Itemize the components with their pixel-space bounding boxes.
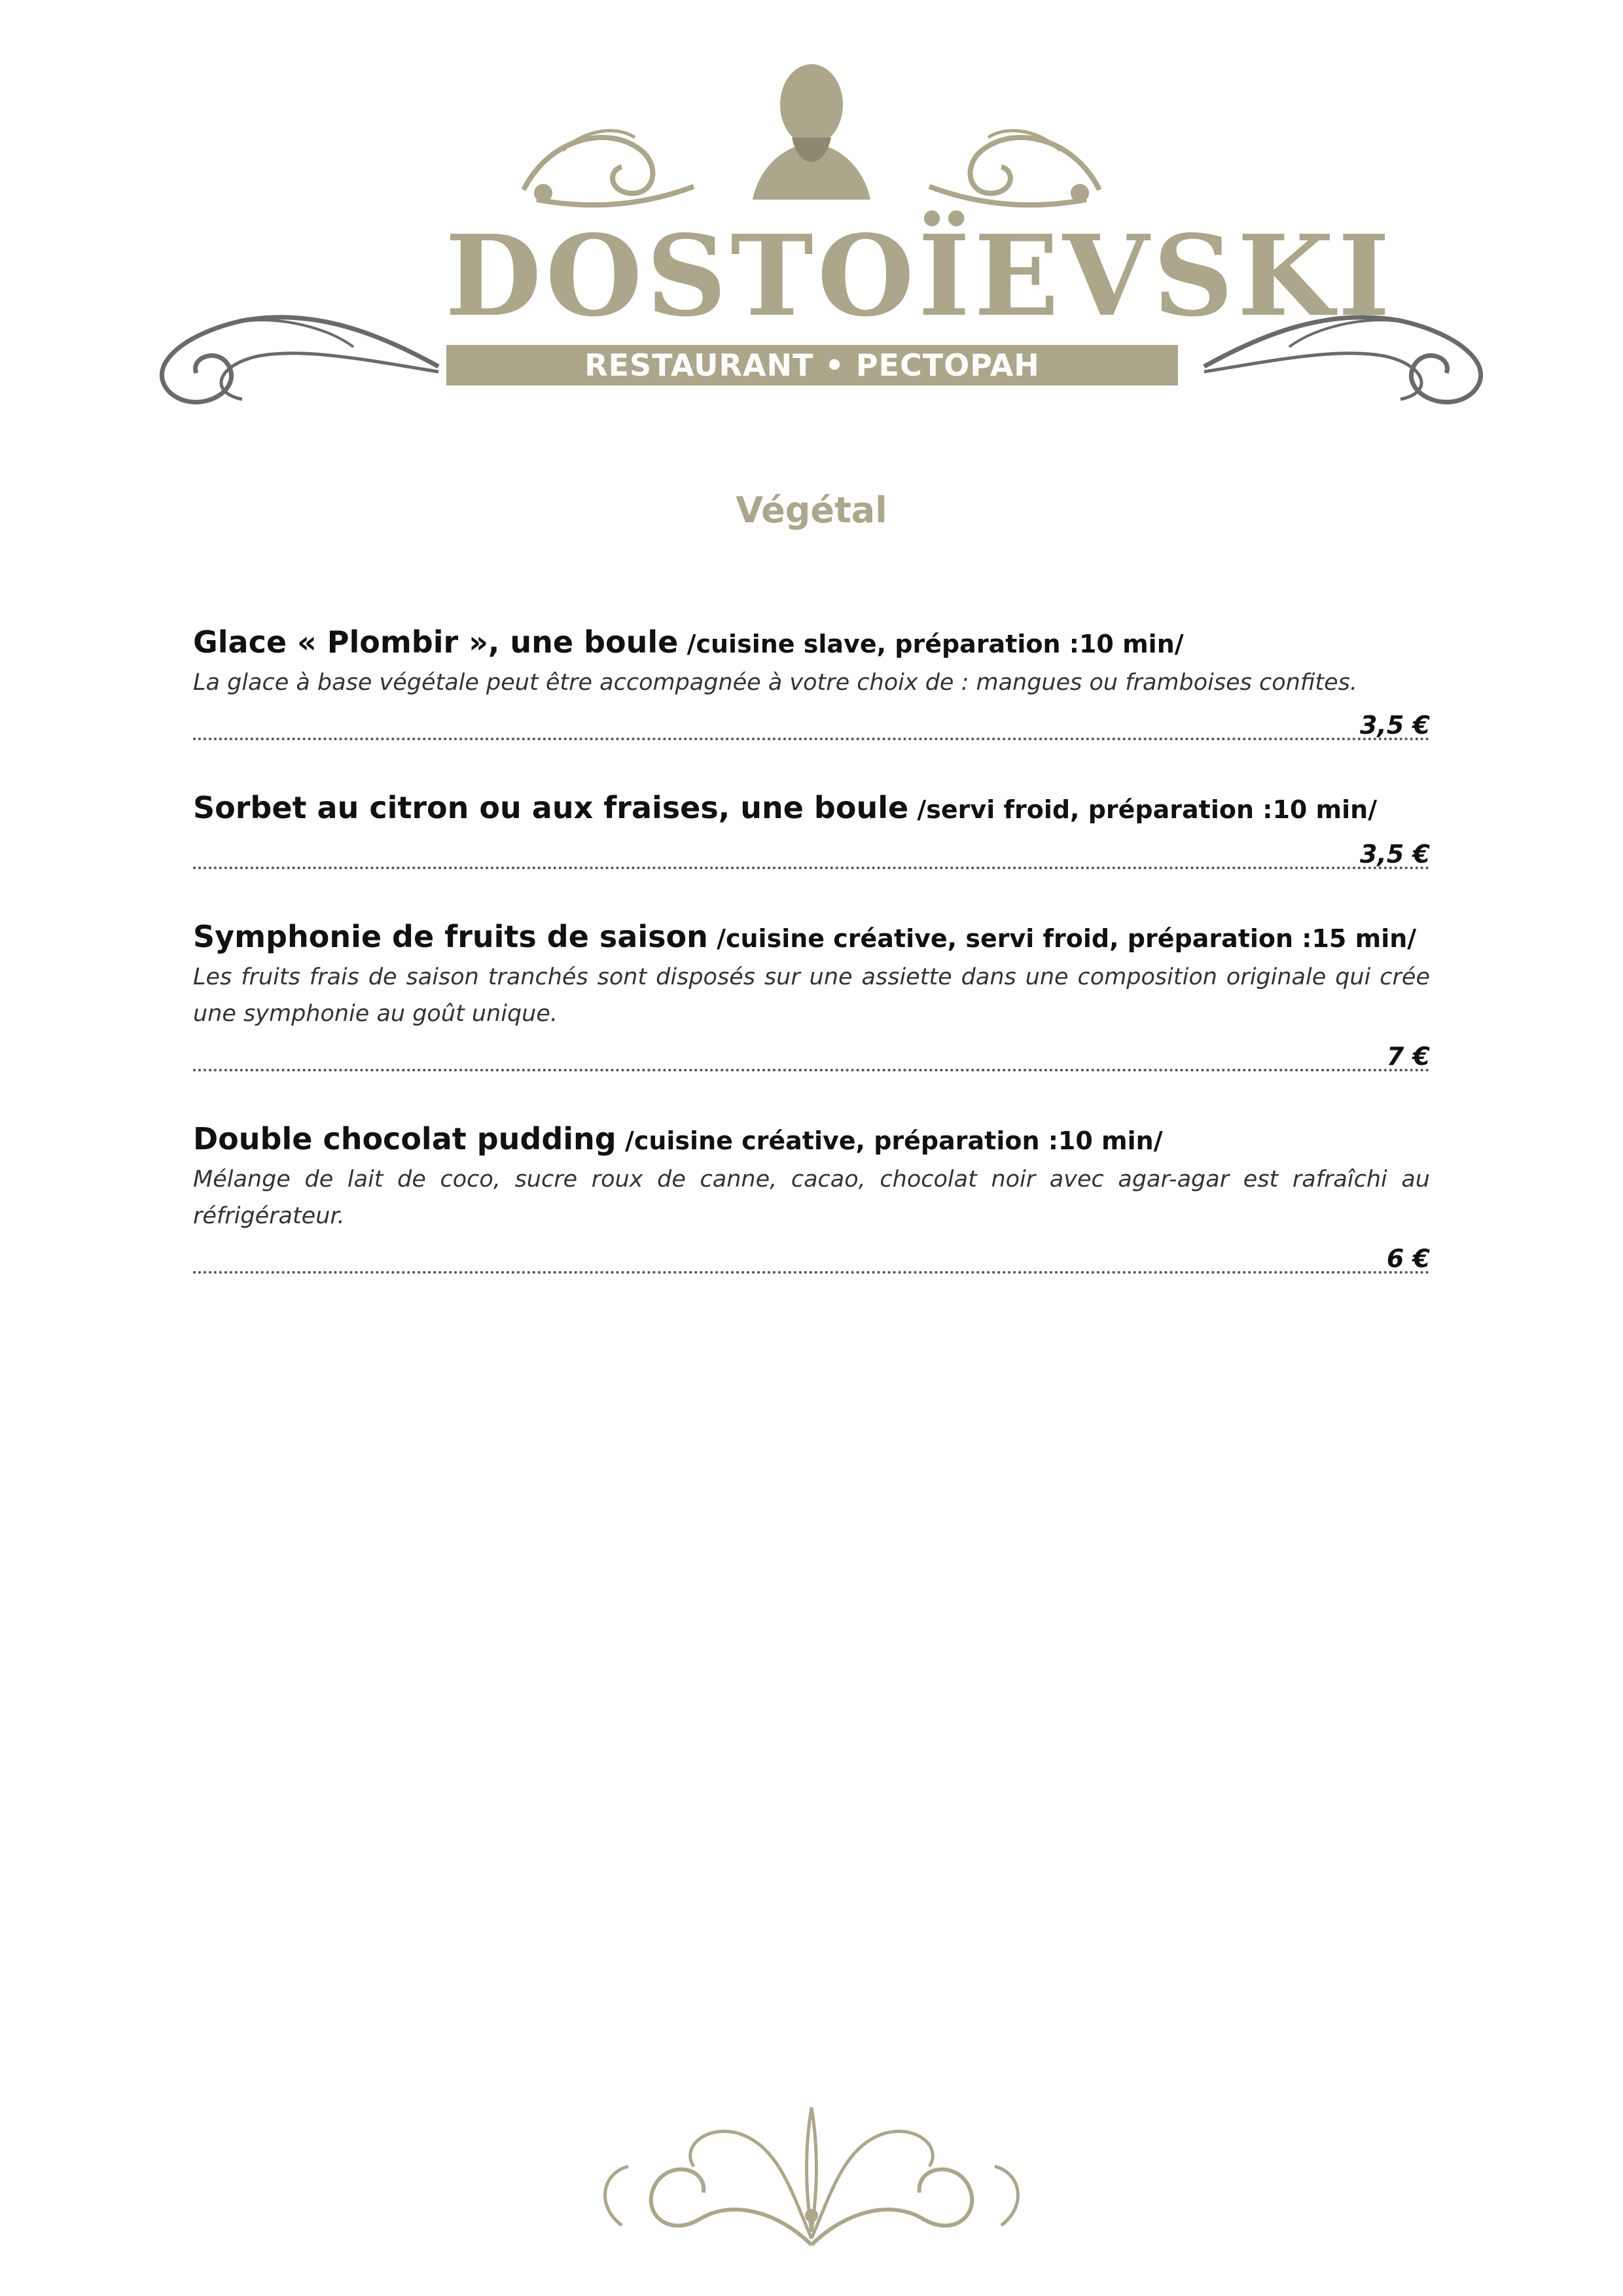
item-price: 6 € [1386,1244,1430,1273]
price-leader [193,833,1430,869]
item-name: Sorbet au citron ou aux fraises, une boule [193,790,909,825]
item-meta: /cuisine créative, servi froid, préparation :15 min/ [707,924,1417,953]
section-title: Végétal [736,490,887,531]
left-flourish-icon [131,295,445,412]
item-name: Glace « Plombir », une boule [193,624,679,660]
menu-item [193,1119,1430,1274]
restaurant-name: DOSTOÏEVSKI [445,211,1394,342]
item-description: Les fruits frais de saison tranchés sont disposés sur une assiette dans une composition originale qui crée une symphonie au goût unique. [193,964,1430,1027]
footer-ornament-icon [582,2094,1041,2258]
item-price: 3,5 € [1360,711,1430,740]
item-meta: /servi froid, préparation :10 min/ [908,795,1378,824]
price-leader [193,1237,1430,1274]
item-description: La glace à base végétale peut être accompagnée à votre choix de : mangues ou framboises confites. [193,670,1358,696]
item-meta: /cuisine slave, préparation :10 min/ [678,630,1184,658]
item-price: 3,5 € [1360,840,1430,869]
menu-header [0,0,1623,419]
item-name: Double chocolat pudding [193,1121,616,1157]
menu-list [193,622,1430,1321]
item-description: Mélange de lait de coco, sucre roux de canne, cacao, chocolat noir avec agar-agar est rafraîchi au réfrigérateur. [193,1166,1430,1229]
menu-item [193,787,1430,869]
menu-item [193,622,1430,740]
item-price: 7 € [1386,1042,1430,1071]
item-name: Symphonie de fruits de saison [193,919,708,954]
price-leader [193,1035,1430,1071]
menu-item [193,916,1430,1071]
item-meta: /cuisine créative, préparation :10 min/ [616,1126,1163,1155]
price-leader [193,704,1430,740]
restaurant-subtitle: RESTAURANT • PECTOPAH [446,345,1178,386]
